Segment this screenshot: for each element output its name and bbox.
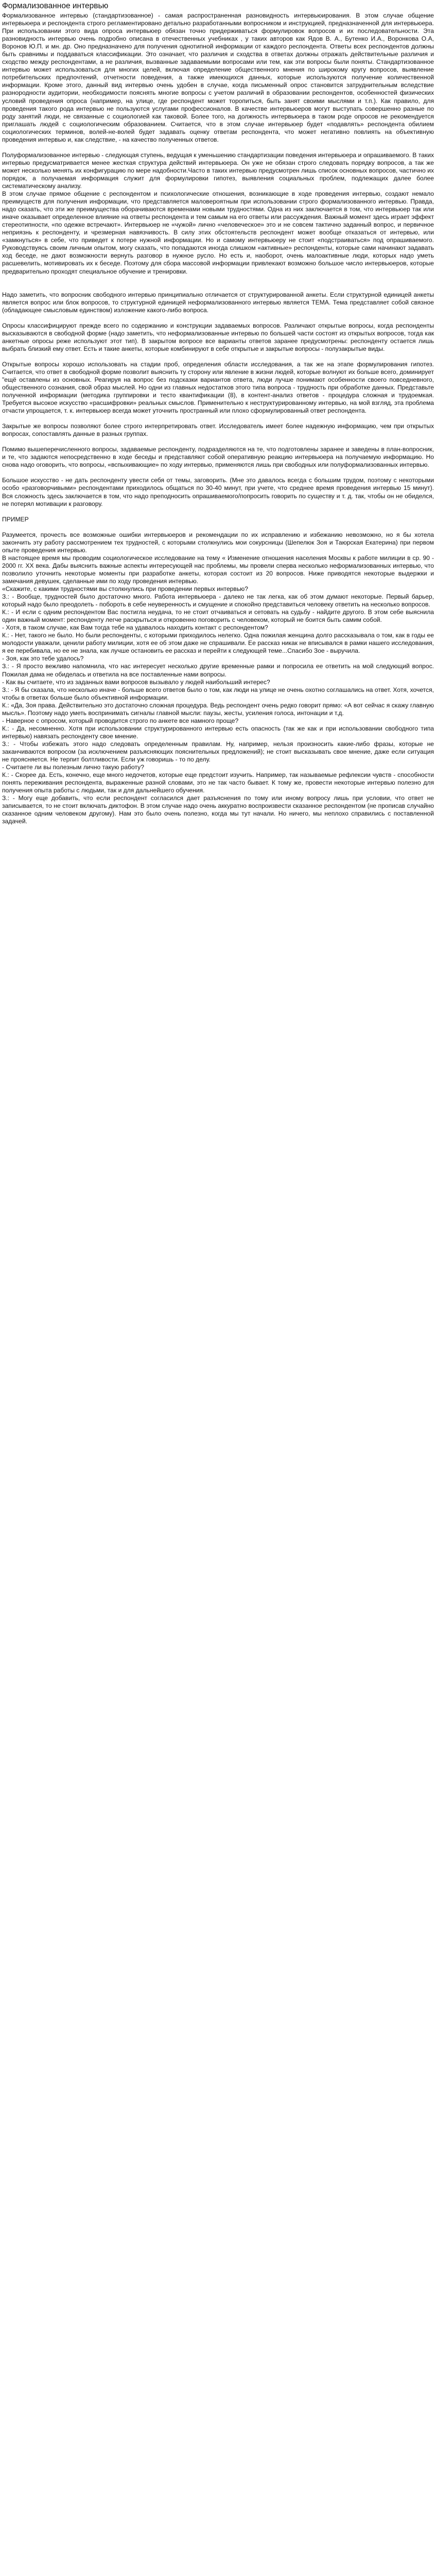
paragraph-open-questions: Открытые вопросы хорошо использовать на стадии проб, определения области исследования, а так же на этапе формулирования гипотез. Считается, что ответ в свободной форме позволит выяснить ту сторону или явление в жизни людей, которые волнуют их больше всего, доминирует "ещё оставлены из основных. Реагируя на вопрос без подсказки вариантов ответа, люди лучше понимают особенности своего повседневного, общественного сознания, свой образ мыслей. Но одни из главных недостатков этого типа вопроса - трудность при обработке данных. Представьте полученной информации (методика группировки и тесто квантификации (8), в контент-анализ ответов - процедура сложная и трудоемкая. Требуется высокое искусство «расшифровки» реальных смыслов. Применительно к неструктурированному интервью, на мой взгляд, эта проблема отчасти упрощается, т. к. интервьюер всегда может уточнить пространный или плохо сформулированный ответ респондента. [2, 360, 434, 415]
spacer [2, 415, 434, 422]
paragraph-direct-communication: В этом случае прямое общение с респондентом и психологические отношения, возникающие в ходе проведения интервью, создают немало преимуществ для получения информации, что представляется маловероятным при использовании строго формализованного интервью. Правда, надо сказать, что эти же преимущества оборачиваются временами новыми трудностями. Одна из них заключается в том, что интервьюер так или иначе оказывает определенное влияние на ответы респондента и тем самым на его ответы или рассуждения. Важный момент здесь играет эффект стереотипности, «по одежке встречают». Интервьюер не «чужой» лично «человеческое» это и не совсем тактично заданный вопрос, и первичное неприязнь к респонденту, и чрезмерная навязчивость. В силу этих обстоятельств респондент может вообще отказаться от интервью, или «замкнуться» в себе, что приведет к потере нужной информации. Но и самому интервьюеру не стоит «подстраиваться» под опрашиваемого. Руководствуясь своим личным опытом, могу сказать, что попадаются иногда слишком «активные» респонденты, которые сами начинают задавать ход беседе, не дают возможности вернуть разговор в нужное русло. Но есть и, наоборот, очень малоактивные люди, которых надо уметь расшевелить, мотивировать их к беседе. Поэтому для сбора массовой информации привлекают возможно большое число интервьюеров, которые предварительно проходят специальное обучение и тренировки. [2, 190, 434, 275]
example-answer: З.: - Я просто вежливо напомнила, что нас интересует несколько другие временные рамки и попросила ее ответить на мой следующий вопрос. Пожилая дама не обиделась и ответила на все поставленные нами вопросы. [2, 663, 434, 678]
spacer [2, 469, 434, 477]
example-question: - Считаете ли вы полезным лично такую работу? [2, 764, 144, 771]
example-answer: З.: - Могу еще добавить, что если респондент согласился дает разъяснения по тому или иному вопросу лишь при условии, что ответ не записывается, то не стоит включать диктофон. В этом случае надо очень аккуратно воспроизвести сказанное респондентом (не прописав случайно сказанное одним человеком другому). Нам это было очень полезно, когда мы тут начали. Но ничего, мы неплохо справились с поставленной задачей. [2, 794, 434, 825]
paragraph-prepared-questions: Помимо вышеперечисленного вопросы, задаваемые респонденту, подразделяются на те, что подготовлены заранее и заведены в план-вопросник, и те, что задаются непосредственно в ходе беседы и представляют собой оперативную реакцию интервьюера на получаемую информацию. Но снова надо оговорить, что вопросы, «вспыхивающие» по ходу интервью, применяются лишь при свободных или полуформализованных интервью. [2, 446, 434, 469]
example-answer: З.: - Чтобы избежать этого надо следовать определенным правилам. Ну, например, нельзя произносить какие-либо фразы, которые не заканчиваются вопросом (за исключением разъясняющих пояснительных предложений); не стоит высказывать свое мнение, даже если ситуация не проясняется. Не терпит болтливости. Если уж говоришь - то по делу. [2, 740, 434, 764]
example-question: «Скажите, с какими трудностями вы столкнулись при проведении первых интервью? [2, 585, 248, 592]
spacer [2, 508, 434, 516]
example-answer: З.: - Я бы сказала, что несколько иначе - больше всего ответов было о том, как люди на улице не очень охотно соглашались на ответ. Хотя, хочется, чтобы в ответах больше было объективной информации. [2, 686, 434, 701]
spacer [2, 314, 434, 322]
spacer [2, 353, 434, 361]
paragraph-semiformalized: Полуформализованное интервью - следующая ступень, ведущая к уменьшению стандартизации поведения интервьюера и опрашиваемого. В таких интервью предусматривается менее жесткая структура действий интервьюера. Он уже не обязан строго следовать порядку вопросов, а так же может несколько менять их конфигурацию по мере надобности.Часто в таких интервью предусмотрен лишь список основных вопросов, частично их порядок, а получаемая информация служит для формулировки гипотез, выявления социальных проблем, подлежащих далее более систематическому анализу. [2, 151, 434, 190]
paragraph-staying-on-topic: Большое искусство - не дать респонденту увести себя от темы, заговорить. (Мне это давалось всегда с большим трудом, поэтому с некоторыми особо «разговорчивыми» респондентами приходилось общаться по 30-40 минут, при учете, что среднее время проведения интервью 15 минут). Вся сложность здесь заключается в том, что надо преподносить опрашиваемого/попросить говорить по существу и т. д. так, чтобы он не обиделся, не потерял мотивации к разговору. [2, 477, 434, 507]
example-heading: ПРИМЕР [2, 515, 29, 523]
paragraph-question-classification: Опросы классифицируют прежде всего по содержанию и конструкции задаваемых вопросов. Различают открытые вопросы, когда респонденты высказываются в свободной форме (надо заметить, что неформализованные интервью по большей части состоят из открытых вопросов, тогда как анкетные опросы реже используют этот тип). В закрытом вопросе все варианты ответов заранее предусмотрены: респонденту остается лишь выбрать близкий ему ответ. Есть и такие анкеты, которые комбинируют в себе открытые и закрытые вопросы - полузакрытые виды. [2, 321, 434, 352]
example-answer: К.: - Да, несомненно. Хотя при использовании структурированного интервью есть опасность (так же как и при использовании свободного типа интервью) навязать респонденту свое мнение. [2, 724, 434, 740]
example-question: - Хотя, в таком случае, как Вам тогда тебе на удавалось находить контакт с респондентом? [2, 624, 268, 632]
spacer [2, 438, 434, 446]
example-paragraph-intro: Разумеется, прочесть все возможные ошибки интервьюеров и рекомендации по их исправлению и избежанию невозможно, но я бы хотела закончить эту работу рассмотрением тех трудностей, с которыми столкнулись мои сокурсницы (Шепелюк Зоя и Таюрская Екатерина) при первом опыте проведения интервью. [2, 531, 434, 554]
document-title: Формализованное интервью [2, 2, 109, 10]
example-answer: К.: - Скорее да. Есть, конечно, еще много недочетов, которые еще предстоит изучить. Например, так называемые рефлексии чувств - способности понять переживания респондента, выраженные разной словами, это не так часто бывает. К тому же, провести некоторые интервью полезно для получения опыта работы с людьми, так и для дальнейшего обучения. [2, 771, 434, 794]
example-question: - Зоя, как это тебе удалось? [2, 655, 84, 663]
example-answer: К.: - Нет, такого не было. Но были респонденты, с которыми приходилось нелегко. Одна пожилая женщина долго рассказывала о том, как в годы ее молодости уважали, ценили работу милиции, хотя ее об этом даже не спрашивали. Ее рассказ никак не вписывался в рамки нашего исследования, я ее перебивала, но ее не знала, как лучше остановить ее рассказ и перейти к следующей теме...Спасибо Зое - выручила. [2, 632, 434, 655]
paragraph-free-interview-theme: Надо заметить, что вопросник свободного интервью принципиально отличается от структурированной анкеты. Если структурной единицей анкеты является вопрос или блок вопросов, то структурной единицей неформализованного интервью является ТЕМА. Тема представляет собой связное (обладающее смысловым единством) изложение какого-либо вопроса. [2, 291, 434, 314]
example-answer: З.: - Вообще, трудностей было достаточно много. Работа интервьюера - далеко не так легка, как об этом думают некоторые. Первый барьер, который надо было преодолеть - побороть в себе неуверенность и смущение и спокойно представиться человеку ответить на несколько вопросов. [2, 593, 434, 608]
document [0, 0, 436, 825]
example-question: - Как вы считаете, что из заданных вами вопросов вызывало у людей наибольший интерес? [2, 678, 270, 686]
spacer [2, 276, 434, 291]
spacer [2, 144, 434, 151]
example-question: - Наверное с опросом, который проводится строго по анкете все намного проще? [2, 717, 239, 724]
paragraph-formalized: Формализованное интервью (стандартизованное) - самая распространенная разновидность интервьюирования. В этом случае общение интервьюера и респондента строго регламентировано детально разработанными вопросником и инструкцией, предназначенной для интервьюера. При использовании этого вида опроса интервьюер обязан точно придерживаться формулировок вопросов и их последовательности. Эта разновидность интервью очень подробно описана в отечественных учебниках , у таких авторов как Ядов В. А., Бутенко И.А., Воронкова О.А, Воронов Ю.П. и мн. др. Оно предназначено для получения однотипной информации от каждого респондента. Ответы всех респондентов должны быть сравнимы и поддаваться классификации. Это означает, что различия и сходства в ответах должны отражать действительные различия и сходство между респондентами, а не различия, вызванные задаваемыми вопросами или тем, как эти вопросы были поняты. Стандартизованное интервью может использоваться для многих целей, включая определение общественного мнения по широкому кругу вопросов, выявление потребительских предпочтений, отчетности поведения, а также имеющихся данных, которые используются получение количественной информации. Кроме этого, данный вид интервью очень удобен в случае, когда письменный опрос становится затруднительным вследствие разнородности аудитории, необходимости пояснять многие вопросы с учетом различий в образовании респондентов, особенностей физических условий проведения опроса (например, на улице, где респондент может торопиться, быть занят своими мыслями и т.п.). Как правило, для проведения такого рода интервью не пользуются услугами профессионалов. В качестве интервьюеров могут выступать совершенно разные по роду занятий люди, не связанные с социологией как таковой. Более того, на должность интервьюера в таком роде опросов не рекомендуется приглашать людей с социологическим образованием. Считается, что в этом случае интервьюер будет «подавлять» респондента обилием социологических терминов, волей-не-волей будет задавать оценку ответам респондента, что может негативно повлиять на объективную проведения интервью и, как следствие, - на качество полученных ответов. [2, 12, 434, 143]
spacer [2, 523, 434, 531]
example-answer: К.: - И если с одним респондентом Вас постигла неудача, то не стоит отчаиваться и сетовать на судьбу - найдите другого. В этом себе выяснила один важный момент: респонденту легче раскрыться и откровенно поговорить с человеком, который не боится быть самим собой. [2, 608, 434, 624]
example-answer: К.: «Да, Зоя права. Действительно это достаточно сложная процедура. Ведь респондент очень редко говорит прямо: «А вот сейчас я скажу главную мысль». Поэтому надо уметь воспринимать сигналы главной мысли: паузы, жесты, усиления голоса, интонации и т.д. [2, 701, 434, 717]
example-paragraph-research: В настоящее время мы проводим социологическое исследование на тему « Изменение отношения населения Москвы к работе милиции в ср. 90 - 2000 гг. XX века. Дабы выяснить важные аспекты интересующей нас проблемы, мы провели сперва несколько неформализованных интервью, что позволило уточнить некоторые моменты при разработке анкеты, которая состоит из 20 вопросов. Ниже приводятся некоторые выдержки и замечания девушек, сделанные ими по ходу проведения интервью. [2, 554, 434, 585]
paragraph-closed-questions: Закрытые же вопросы позволяют более строго интерпретировать ответ. Исследователь имеет более надежную информацию, чем при открытых вопросах, сопоставлять данные в разных группах. [2, 422, 434, 438]
